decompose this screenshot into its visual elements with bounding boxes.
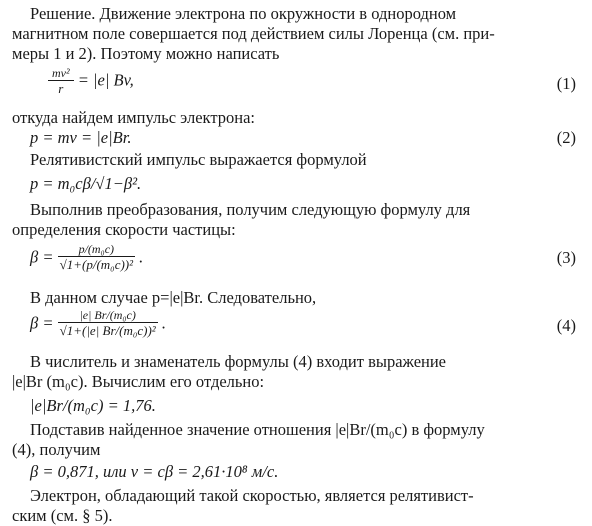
formula-5-numerator: |e| Br/(m₀c) <box>58 308 158 323</box>
paragraph-line-3: меры 1 и 2). Поэтому можно написать <box>12 44 280 63</box>
formula-4-numerator: p/(m₀c) <box>58 242 135 257</box>
paragraph-line-8: В данном случае p=|e|Br. Следовательно, <box>30 288 317 307</box>
formula-5-fraction <box>58 308 158 339</box>
formula-2: p = mv = |e|Br. <box>30 128 132 147</box>
paragraph-line-4: откуда найдем импульс электрона: <box>12 108 255 127</box>
formula-1-numerator: mv² <box>48 66 74 81</box>
formula-5-denominator: √1+(|e| Br/(m₀c))² <box>59 323 156 338</box>
formula-1 <box>48 66 134 97</box>
formula-5-lhs: β = <box>30 313 54 333</box>
formula-1-rhs: = |e| Bv, <box>77 70 134 90</box>
formula-4-fraction <box>58 242 135 273</box>
paragraph-line-6: Выполнив преобразования, получим следующую формулу для <box>30 200 471 219</box>
formula-4-period: . <box>139 247 144 267</box>
formula-5 <box>30 308 166 339</box>
paragraph-line-13: Электрон, обладающий такой скоростью, является релятивист- <box>30 486 474 505</box>
formula-4-lhs: β = <box>30 247 54 267</box>
paragraph-line-1: Решение. Движение электрона по окружности в однородном <box>30 4 457 23</box>
paragraph-line-12: (4), получим <box>12 440 101 459</box>
formula-5-period: . <box>161 313 166 333</box>
paragraph-line-9: В числитель и знаменатель формулы (4) входит выражение <box>30 352 447 371</box>
paragraph-line-11: Подставив найденное значение отношения |e|Br/(m₀c) в формулу <box>30 420 485 439</box>
equation-number-4: (4) <box>556 316 576 335</box>
formula-6: |e|Br/(m₀c) = 1,76. <box>30 396 156 415</box>
equation-number-1: (1) <box>556 74 576 93</box>
formula-1-denominator: r <box>58 81 64 96</box>
paragraph-line-5: Релятивистский импульс выражается формулой <box>30 150 367 169</box>
paragraph-line-10: |e|Br (m₀c). Вычислим его отдельно: <box>12 372 265 391</box>
formula-3: p = m₀cβ/√1−β². <box>30 174 142 193</box>
formula-4 <box>30 242 143 273</box>
equation-number-2: (2) <box>556 128 576 147</box>
formula-1-fraction <box>48 66 74 97</box>
formula-4-denominator: √1+(p/(m₀c))² <box>59 257 134 272</box>
formula-7: β = 0,871, или v = cβ = 2,61·10⁸ м/с. <box>30 462 279 481</box>
paragraph-line-2: магнитном поле совершается под действием силы Лоренца (см. при- <box>12 24 495 43</box>
paragraph-line-14: ским (см. § 5). <box>12 506 113 525</box>
equation-number-3: (3) <box>556 248 576 267</box>
paragraph-line-7: определения скорости частицы: <box>12 220 236 239</box>
